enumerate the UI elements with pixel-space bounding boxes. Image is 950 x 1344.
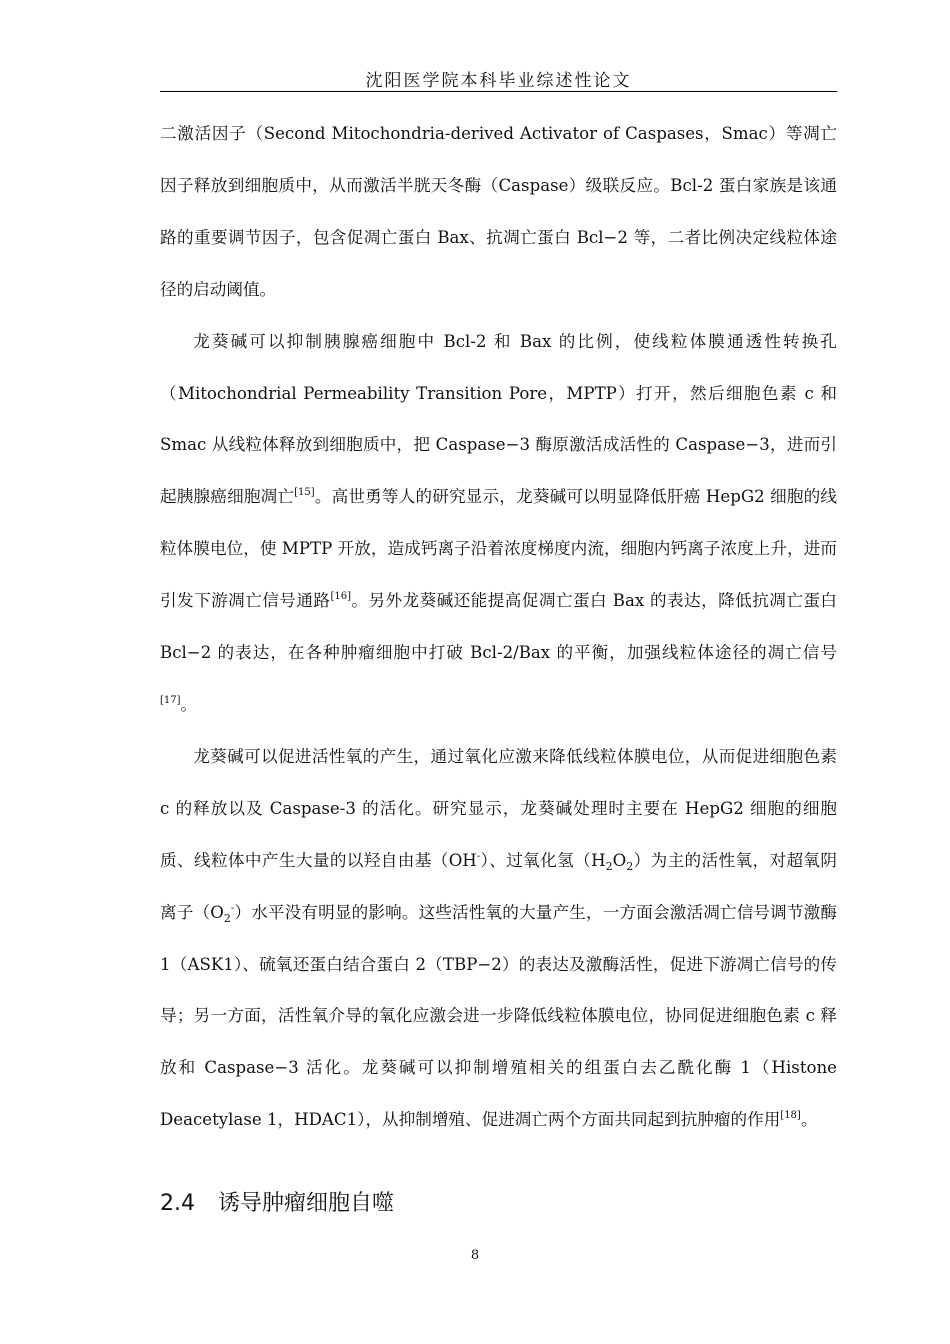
page-number: 8 xyxy=(470,1248,480,1263)
h2o2-subscript-o: 2 xyxy=(626,859,634,873)
paragraph-2 xyxy=(160,316,837,731)
paragraph-2-text-1: 龙葵碱可以抑制胰腺癌细胞中 Bcl-2 和 Bax 的比例，使线粒体膜通透性转换孔（Mitochondrial Permeability Transition Pore，MPTP）打开，然后细胞色素 c 和 Smac 从线粒体释放到细胞质中，把 Caspase−3 酶原激活成活性的 Caspase−3，进而引起胰腺癌细胞凋亡 xyxy=(160,331,837,507)
superoxide-charge-superscript: - xyxy=(230,902,235,914)
paragraph-2-text-2: 。高世勇等人的研究显示，龙葵碱可以明显降低肝癌 HepG2 细胞的线粒体膜电位，使 MPTP 开放，造成钙离子沿着浓度梯度内流，细胞内钙离子浓度上升，进而引发下游凋亡信号通路 xyxy=(160,487,837,611)
paragraph-3-text-6: 。 xyxy=(800,1110,818,1130)
paragraph-3-text-5: ）水平没有明显的影响。这些活性氧的大量产生，一方面会激活凋亡信号调节激酶 1（ASK1）、硫氧还蛋白结合蛋白 2（TBP−2）的表达及激酶活性，促进下游凋亡信号的传导；另一方面，活性氧介导的氧化应激会进一步降低线粒体膜电位，协同促进细胞色素 c 释放和 Caspase−3 活化。龙葵碱可以抑制增殖相关的组蛋白去乙酰化酶 1（Histone Deacetylase 1，HDAC1），从抑制增殖、促进凋亡两个方面共同起到抗肿瘤的作用 xyxy=(160,902,838,1130)
body-text xyxy=(160,108,837,1146)
section-heading xyxy=(160,1186,394,1217)
hydroxyl-charge-superscript: - xyxy=(476,850,481,862)
paragraph-3-text-4: ）为主的活性氧，对超氧阴离子（O xyxy=(160,850,838,922)
citation-16: [16] xyxy=(330,591,351,603)
citation-17: [17] xyxy=(160,694,181,706)
section-title: 诱导肿瘤细胞自噬 xyxy=(218,1191,395,1216)
paragraph-2-text-3: 。另外龙葵碱还能提高促凋亡蛋白 Bax 的表达，降低抗凋亡蛋白 Bcl−2 的表达，在各种肿瘤细胞中打破 Bcl-2/Bax 的平衡，加强线粒体途径的凋亡信号 xyxy=(160,591,837,663)
page-header: 沈阳医学院本科毕业综述性论文 xyxy=(365,71,632,91)
citation-18: [18] xyxy=(780,1110,801,1122)
paragraph-3 xyxy=(160,731,837,1146)
h2o2-subscript-h: 2 xyxy=(605,859,613,873)
paragraph-3-text-1: 龙葵碱可以促进活性氧的产生，通过氧化应激来降低线粒体膜电位，从而促进细胞色素 c 的释放以及 Caspase-3 的活化。研究显示，龙葵碱处理时主要在 HepG2 细胞的细胞质、线粒体中产生大量的以羟自由基（OH xyxy=(160,746,837,870)
paragraph-3-text-2: ）、过氧化氢（H xyxy=(480,850,606,870)
header-rule xyxy=(160,91,837,92)
section-number: 2.4 xyxy=(160,1191,195,1216)
paragraph-3-text-3: O xyxy=(612,850,627,870)
citation-15: [15] xyxy=(294,487,315,499)
superoxide-subscript: 2 xyxy=(223,911,231,925)
paragraph-2-text-4: 。 xyxy=(180,694,198,714)
paragraph-1: 二激活因子（Second Mitochondria-derived Activator of Caspases，Smac）等凋亡因子释放到细胞质中，从而激活半胱天冬酶（Caspase）级联反应。Bcl-2 蛋白家族是该通路的重要调节因子，包含促凋亡蛋白 Bax、抗凋亡蛋白 Bcl−2 等，二者比例决定线粒体途径的启动阈值。 xyxy=(160,124,837,299)
